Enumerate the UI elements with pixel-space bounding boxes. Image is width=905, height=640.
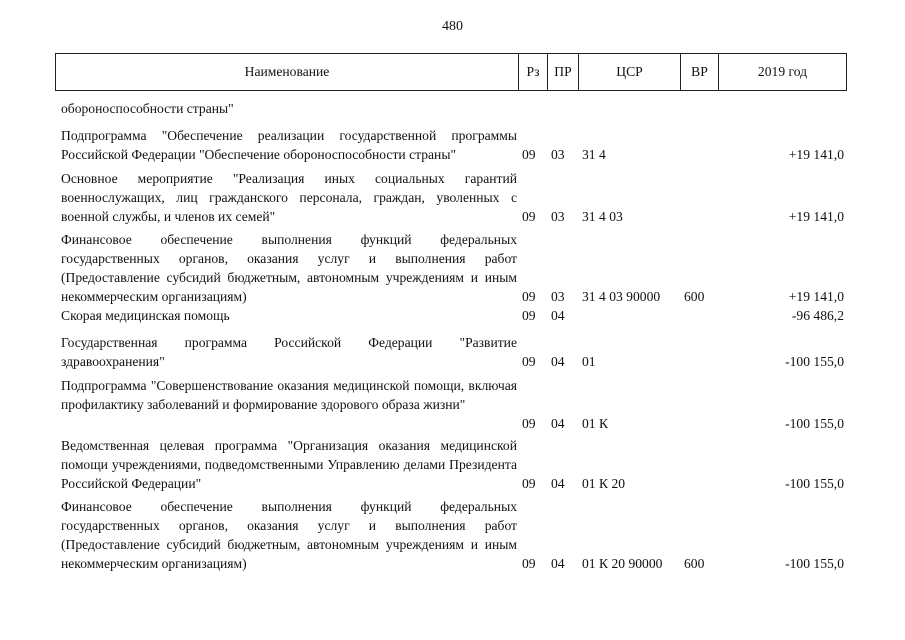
header-vr: ВР (681, 54, 719, 91)
row-amount: -100 155,0 (785, 556, 844, 571)
row-amount: -100 155,0 (785, 476, 844, 491)
page-number: 480 (442, 19, 463, 34)
row-rz: 09 (522, 354, 536, 369)
header-csr: ЦСР (579, 54, 681, 91)
row-rz: 09 (522, 416, 536, 431)
row-amount: +19 141,0 (788, 209, 844, 224)
row-csr: 01 (582, 354, 596, 369)
row-pr: 04 (551, 416, 565, 431)
header-name: Наименование (56, 54, 519, 91)
row-rz: 09 (522, 289, 536, 304)
row-pr: 03 (551, 209, 565, 224)
row-name: Ведомственная целевая программа "Организация оказания медицинской помощи учреждениями, подведомственными Управлению делами Президента Российской Федерации" (61, 438, 517, 491)
row-pr: 04 (551, 354, 565, 369)
row-name: Финансовое обеспечение выполнения функций федеральных государственных органов, оказания услуг и выполнения работ (Предоставление субсидий бюджетным, автономным учреждениям и иным некоммерческим организациям) (61, 499, 517, 571)
row-rz: 09 (522, 147, 536, 162)
row-rz: 09 (522, 308, 536, 323)
row-csr: 31 4 03 90000 (582, 289, 661, 304)
row-pr: 03 (551, 289, 565, 304)
row-pr: 03 (551, 147, 565, 162)
row-pr: 04 (551, 308, 565, 323)
row-pr: 04 (551, 476, 565, 491)
row-amount: -96 486,2 (791, 308, 844, 323)
row-csr: 31 4 (582, 147, 606, 162)
row-name: Подпрограмма "Совершенствование оказания медицинской помощи, включая профилактику заболеваний и формирование здорового образа жизни" (61, 378, 517, 412)
row-name: обороноспособности страны" (61, 101, 234, 116)
row-vr: 600 (684, 556, 705, 571)
row-csr: 01 К 20 90000 (582, 556, 663, 571)
header-pr: ПР (548, 54, 579, 91)
row-name: Подпрограмма "Обеспечение реализации государственной программы Российской Федерации "Обеспечение обороноспособности страны" (61, 128, 517, 162)
row-amount: -100 155,0 (785, 354, 844, 369)
row-csr: 01 К 20 (582, 476, 626, 491)
row-rz: 09 (522, 209, 536, 224)
header-year: 2019 год (719, 54, 847, 91)
row-name: Основное мероприятие "Реализация иных социальных гарантий военнослужащих, лиц гражданского персонала, граждан, уволенных с военной службы, и членов их семей" (61, 171, 517, 224)
row-amount: +19 141,0 (788, 147, 844, 162)
row-amount: +19 141,0 (788, 289, 844, 304)
row-rz: 09 (522, 556, 536, 571)
row-csr: 31 4 03 (582, 209, 623, 224)
row-name: Финансовое обеспечение выполнения функций федеральных государственных органов, оказания услуг и выполнения работ (Предоставление субсидий бюджетным, автономным учреждениям и иным некоммерческим организациям) (61, 232, 517, 304)
header-rz: Рз (519, 54, 548, 91)
row-csr: 01 К (582, 416, 609, 431)
row-vr: 600 (684, 289, 705, 304)
row-name: Скорая медицинская помощь (61, 308, 230, 323)
row-pr: 04 (551, 556, 565, 571)
row-name: Государственная программа Российской Федерации "Развитие здравоохранения" (61, 335, 517, 369)
row-rz: 09 (522, 476, 536, 491)
row-amount: -100 155,0 (785, 416, 844, 431)
